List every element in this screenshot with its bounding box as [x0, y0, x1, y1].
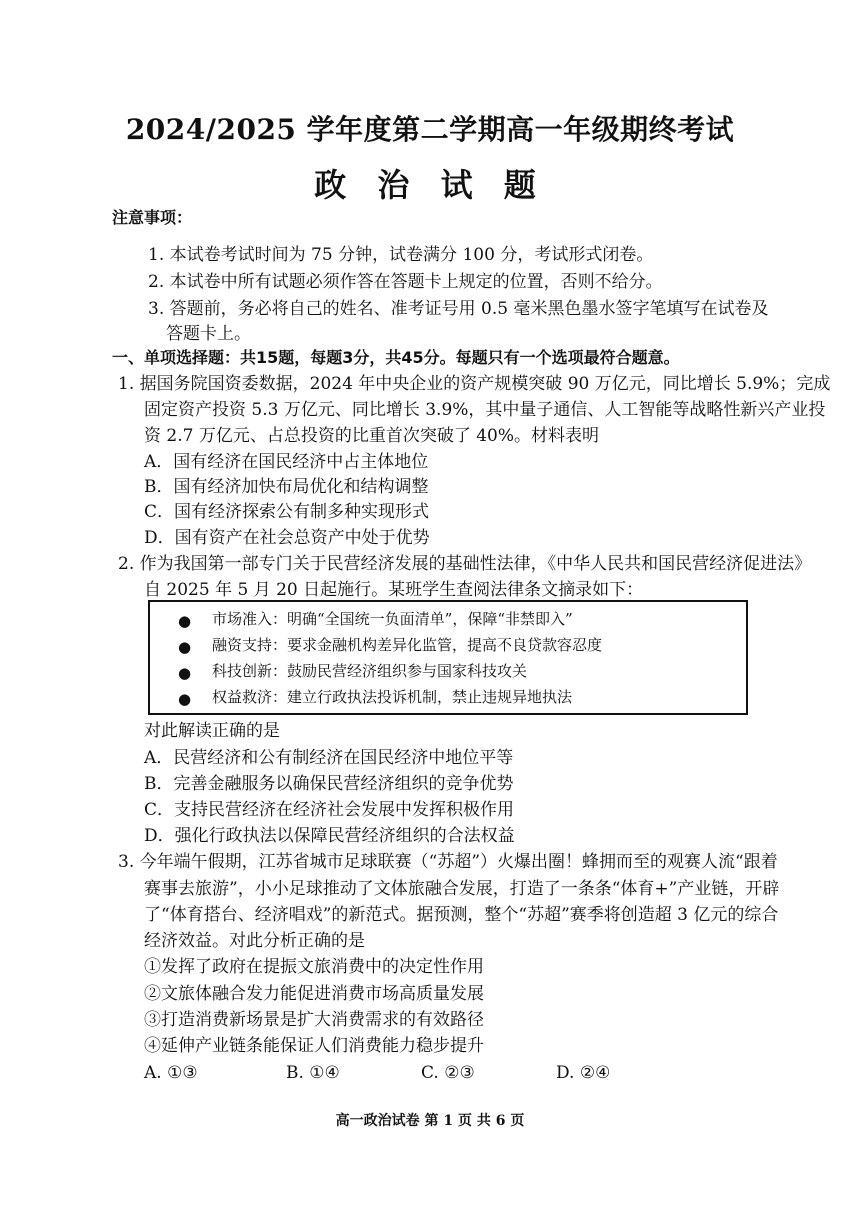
- q3-line-3: 了“体育搭台、经济唱戏”的新范式。据预测，整个“苏超”赛季将创造超 3 亿元的综合: [144, 905, 779, 925]
- law-item-1: 市场准入：明确“全国统一负面清单”，保障“非禁即入”: [212, 610, 573, 628]
- q3-option-b: B. ①④: [286, 1063, 340, 1083]
- bullet-icon: ●: [178, 638, 192, 656]
- q1-option-c: C．国有经济探索公有制多种实现形式: [144, 502, 430, 522]
- q1-option-b: B．国有经济加快布局优化和结构调整: [144, 477, 429, 497]
- q3-statement-1: ①发挥了政府在提振文旅消费中的决定性作用: [144, 957, 484, 977]
- q3-line-2: 赛事去旅游”，小小足球推动了文体旅融合发展，打造了一条条“体育+”产业链，开辟: [144, 879, 780, 899]
- law-excerpt-box: [148, 600, 748, 715]
- law-item-3: 科技创新：鼓励民营经济组织参与国家科技攻关: [212, 662, 528, 680]
- q2-line-2: 自 2025 年 5 月 20 日起施行。某班学生查阅法律条文摘录如下：: [144, 580, 644, 600]
- q2-option-d: D．强化行政执法以保障民营经济组织的合法权益: [144, 826, 515, 846]
- notice-item-2: 2. 本试卷中所有试题必须作答在答题卡上规定的位置，否则不给分。: [148, 272, 663, 292]
- q3-statement-2: ②文旅体融合发力能促进消费市场高质量发展: [144, 984, 484, 1004]
- q2-option-b: B．完善金融服务以确保民营经济组织的竞争优势: [144, 774, 514, 794]
- q2-option-a: A．民营经济和公有制经济在国民经济中地位平等: [144, 748, 514, 768]
- subject-title: 政 治 试 题: [314, 166, 546, 204]
- law-item-2: 融资支持：要求金融机构差异化监管，提高不良贷款容忍度: [212, 636, 603, 654]
- q3-line-4: 经济效益。对此分析正确的是: [144, 931, 365, 951]
- q1-option-a: A．国有经济在国民经济中占主体地位: [144, 452, 429, 472]
- q1-line-2: 固定资产投资 5.3 万亿元、同比增长 3.9%，其中量子通信、人工智能等战略性新兴产业投: [144, 400, 826, 420]
- law-item-4: 权益救济：建立行政执法投诉机制，禁止违规异地执法: [212, 688, 573, 706]
- notice-heading: 注意事项：: [112, 208, 193, 227]
- page-footer: 高一政治试卷 第 1 页 共 6 页: [335, 1113, 525, 1129]
- notice-item-1: 1. 本试卷考试时间为 75 分钟，试卷满分 100 分，考试形式闭卷。: [148, 245, 654, 265]
- bullet-icon: ●: [178, 690, 192, 708]
- q2-option-c: C．支持民营经济在经济社会发展中发挥积极作用: [144, 800, 515, 820]
- q3-option-c: C. ②③: [421, 1063, 475, 1083]
- section-heading: 一、单项选择题：共15题，每题3分，共45分。每题只有一个选项最符合题意。: [112, 348, 680, 367]
- q1-line-1: 1. 据国务院国资委数据，2024 年中央企业的资产规模突破 90 万亿元，同比增长 5.9%；完成: [118, 374, 831, 394]
- notice-item-3: 3. 答题前，务必将自己的姓名、准考证号用 0.5 毫米黑色墨水签字笔填写在试卷及: [148, 299, 769, 319]
- q3-option-a: A. ①③: [144, 1063, 198, 1083]
- q1-option-d: D．国有资产在社会总资产中处于优势: [144, 528, 430, 548]
- q2-stem: 对此解读正确的是: [144, 721, 280, 741]
- q3-option-d: D. ②④: [556, 1063, 611, 1083]
- notice-item-3-cont: 答题卡上。: [166, 324, 251, 344]
- bullet-icon: ●: [178, 612, 192, 630]
- q2-line-1: 2. 作为我国第一部专门关于民营经济发展的基础性法律，《中华人民共和国民营经济促进法》: [118, 554, 812, 574]
- q3-statement-4: ④延伸产业链条能保证人们消费能力稳步提升: [144, 1036, 484, 1056]
- q1-line-3: 资 2.7 万亿元、占总投资的比重首次突破了 40%。材料表明: [144, 426, 600, 446]
- exam-title: 2024/2025 学年度第二学期高一年级期终考试: [125, 113, 735, 146]
- q3-statement-3: ③打造消费新场景是扩大消费需求的有效路径: [144, 1010, 484, 1030]
- q3-line-1: 3. 今年端午假期，江苏省城市足球联赛（“苏超”）火爆出圈！蜂拥而至的观赛人流“跟着: [118, 852, 778, 872]
- bullet-icon: ●: [178, 664, 192, 682]
